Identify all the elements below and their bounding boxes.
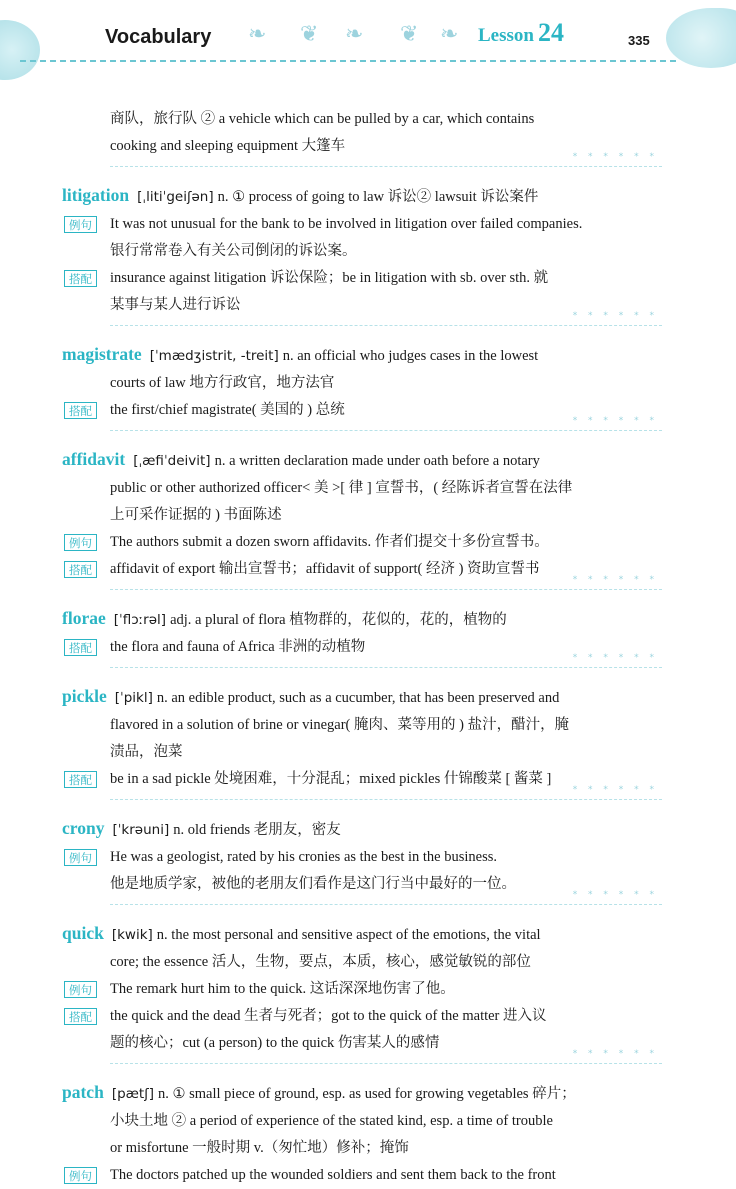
- lesson-text: Lesson: [478, 25, 534, 46]
- collocation-text: 某事与某人进行诉讼: [110, 297, 241, 313]
- collocation-text: the first/chief magistrate( 美国的 ) 总统: [110, 402, 345, 418]
- definition: n. an edible product, such as a cucumber, that has been preserved and: [156, 690, 560, 706]
- example-text: It was not unusual for the bank to be involved in litigation over failed companies.: [110, 216, 583, 232]
- definition-line: flavored in a solution of brine or vinegar( 腌肉、菜等用的 ) 盐汁，醋汁，腌: [110, 717, 570, 733]
- example-tag: 例句: [64, 981, 97, 998]
- definition: n. a written declaration made under oath before a notary: [214, 453, 540, 469]
- vocab-entry-affidavit: [62, 446, 662, 583]
- collocation-text: be in a sad pickle 处境困难，十分混乱；mixed pickles 什锦酸菜 [ 酱菜 ]: [110, 771, 552, 787]
- example-block: [62, 1162, 662, 1189]
- collocation-tag: 搭配: [64, 1008, 97, 1025]
- example-block: [62, 976, 662, 1003]
- vocab-entry-patch: [62, 1079, 662, 1189]
- headword: magistrate: [62, 344, 142, 364]
- section-title: Vocabulary: [105, 26, 212, 48]
- fish-icon: ❧: [248, 22, 267, 47]
- vocabulary-list: [62, 106, 662, 1189]
- collocation-tag: 搭配: [64, 402, 97, 419]
- definition: n. the most personal and sensitive aspect of the emotions, the vital: [156, 927, 541, 943]
- entry-separator: * * * * * *: [62, 661, 662, 675]
- vocab-entry-litigation: [62, 182, 662, 319]
- definition-line: 渍品，泡菜: [110, 744, 183, 760]
- collocation-tag: 搭配: [64, 771, 97, 788]
- headword-line: [62, 341, 662, 370]
- collocation-text: insurance against litigation 诉讼保险；be in litigation with sb. over sth. 就: [110, 270, 549, 286]
- header-divider: [20, 60, 676, 62]
- definition-line: courts of law 地方行政官，地方法官: [110, 375, 335, 391]
- headword-line: [62, 446, 662, 475]
- entry-separator: * * * * * *: [62, 793, 662, 807]
- shell-decoration-right: [666, 8, 736, 68]
- phonetic: [ˈmædʒistrit, -treit]: [149, 348, 279, 364]
- example-block: [62, 529, 662, 556]
- example-text: The remark hurt him to the quick. 这话深深地伤害了他。: [110, 981, 455, 997]
- definition: n. ① process of going to law 诉讼② lawsuit 诉讼案件: [217, 189, 539, 205]
- phonetic: [ˈpikl]: [114, 690, 153, 706]
- lesson-label: [478, 18, 564, 48]
- vocab-entry-crony: [62, 815, 662, 898]
- fish-icon: ❧: [345, 22, 364, 47]
- example-block: [62, 211, 662, 265]
- definition: n. ① small piece of ground, esp. as used for growing vegetables 碎片；: [158, 1086, 576, 1102]
- headword-line: [62, 605, 662, 634]
- headword-line: [62, 920, 662, 949]
- headword: crony: [62, 818, 105, 838]
- collocation-tag: 搭配: [64, 639, 97, 656]
- example-text: The doctors patched up the wounded soldiers and sent them back to the front: [110, 1167, 556, 1183]
- entry-separator: * * * * * *: [62, 898, 662, 912]
- definition: n. old friends 老朋友，密友: [173, 822, 341, 838]
- collocation-text: the flora and fauna of Africa 非洲的动植物: [110, 639, 366, 655]
- collocation-tag: 搭配: [64, 561, 97, 578]
- example-translation: 他是地质学家，被他的老朋友们看作是这门行当中最好的一位。: [110, 876, 516, 892]
- example-tag: 例句: [64, 1167, 97, 1184]
- page-header: [0, 0, 736, 80]
- fish-icon: ❧: [440, 22, 459, 47]
- definition-line: public or other authorized officer< 美 >[ 律 ] 宣誓书，( 经陈诉者宣誓在法律: [110, 480, 573, 496]
- definition-line: 上可采作证据的 ) 书面陈述: [110, 507, 282, 523]
- definition-line: 小块土地 ② a period of experience of the stated kind, esp. a time of trouble: [110, 1113, 553, 1129]
- definition-line: or misfortune 一般时期 v.（匆忙地）修补；掩饰: [110, 1140, 409, 1156]
- example-tag: 例句: [64, 534, 97, 551]
- definition-line: core; the essence 活人，生物，要点，本质，核心，感觉敏锐的部位: [110, 954, 531, 970]
- vocab-entry-quick: [62, 920, 662, 1057]
- phonetic: [ˌlitiˈgeiʃən]: [137, 189, 214, 205]
- definition-line: 商队，旅行队 ② a vehicle which can be pulled by a car, which contains: [110, 111, 535, 127]
- headword-line: [62, 683, 662, 712]
- headword: pickle: [62, 686, 107, 706]
- entry-separator: * * * * * *: [62, 319, 662, 333]
- headword-line: [62, 815, 662, 844]
- headword-line: [62, 1079, 662, 1108]
- collocation-text: 题的核心；cut (a person) to the quick 伤害某人的感情: [110, 1035, 440, 1051]
- shell-decoration-left: [0, 20, 40, 80]
- definition-line: cooking and sleeping equipment 大篷车: [110, 138, 346, 154]
- example-translation: 银行常常卷入有关公司倒闭的诉讼案。: [110, 243, 357, 259]
- entry-separator: * * * * * *: [62, 160, 662, 174]
- phonetic: [kwik]: [111, 927, 153, 943]
- fish-icon: ❦: [400, 22, 419, 47]
- entry-separator: * * * * * *: [62, 1057, 662, 1071]
- headword-line: [62, 182, 662, 211]
- example-text: The authors submit a dozen sworn affidavits. 作者们提交十多份宣誓书。: [110, 534, 549, 550]
- collocation-tag: 搭配: [64, 270, 97, 287]
- lesson-number: 24: [537, 18, 564, 47]
- headword: quick: [62, 923, 104, 943]
- vocab-entry-pickle: [62, 683, 662, 793]
- entry-separator: * * * * * *: [62, 583, 662, 597]
- phonetic: [ˈkrəuni]: [112, 822, 170, 838]
- definition: n. an official who judges cases in the lowest: [282, 348, 539, 364]
- headword: affidavit: [62, 449, 126, 469]
- example-tag: 例句: [64, 849, 97, 866]
- definition: adj. a plural of flora 植物群的，花似的，花的，植物的: [170, 612, 507, 628]
- phonetic: [ˈflɔːrəl]: [113, 612, 167, 628]
- fish-icon: ❦: [300, 22, 319, 47]
- vocab-entry-magistrate: [62, 341, 662, 424]
- headword: litigation: [62, 185, 130, 205]
- phonetic: [ˌæfiˈdeivit]: [133, 453, 211, 469]
- page-number: 335: [628, 33, 650, 48]
- headword: florae: [62, 608, 106, 628]
- example-text: He was a geologist, rated by his cronies as the best in the business.: [110, 849, 497, 865]
- collocation-text: affidavit of export 输出宣誓书；affidavit of support( 经济 ) 资助宣誓书: [110, 561, 540, 577]
- entry-separator: * * * * * *: [62, 424, 662, 438]
- phonetic: [pætʃ]: [111, 1086, 154, 1102]
- headword: patch: [62, 1082, 104, 1102]
- example-tag: 例句: [64, 216, 97, 233]
- collocation-text: the quick and the dead 生者与死者；got to the quick of the matter 进入议: [110, 1008, 547, 1024]
